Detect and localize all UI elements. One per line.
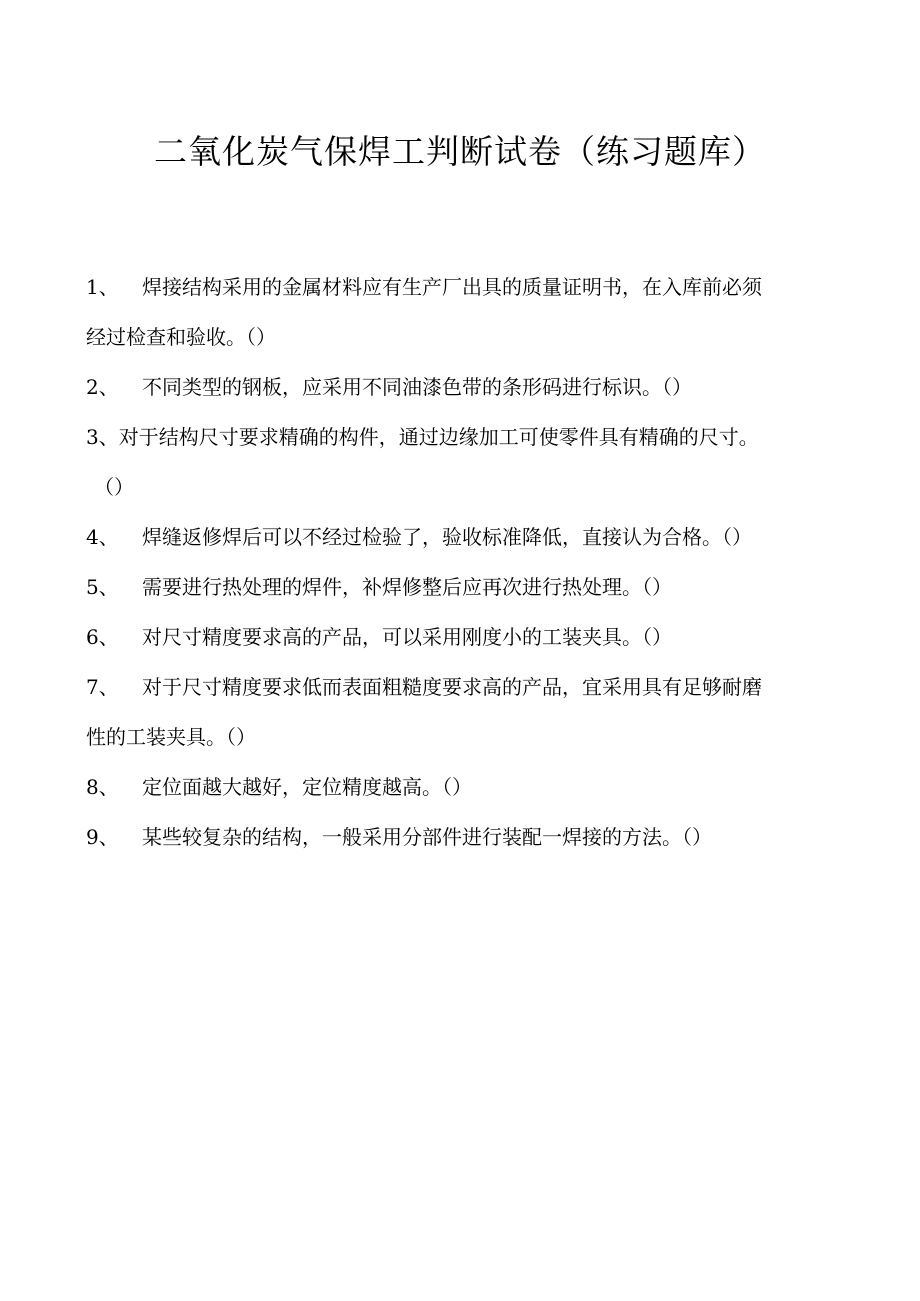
question-item-1 — [86, 262, 826, 362]
question-item-9 — [86, 812, 826, 862]
question-item-8 — [86, 762, 826, 812]
question-text: 对尺寸精度要求高的产品，可以采用刚度小的工装夹具。（） — [142, 625, 672, 649]
question-text: 焊接结构采用的金属材料应有生产厂出具的质量证明书，在入库前必须 — [142, 275, 762, 299]
question-list — [86, 262, 826, 862]
question-line — [86, 762, 826, 812]
question-number: 6、 — [86, 625, 119, 649]
question-text: 某些较复杂的结构，一般采用分部件进行装配一焊接的方法。（） — [142, 825, 712, 849]
question-text: 不同类型的钢板，应采用不同油漆色带的条形码进行标识。（） — [142, 375, 692, 399]
question-number: 2、 — [86, 375, 119, 399]
question-text-continued: （） — [94, 475, 134, 499]
question-item-4 — [86, 512, 826, 562]
question-number: 3、 — [86, 425, 119, 449]
question-line — [86, 412, 826, 462]
question-text: 需要进行热处理的焊件，补焊修整后应再次进行热处理。（） — [142, 575, 672, 599]
question-text-continued: 性的工装夹具。（） — [86, 725, 256, 749]
question-text: 焊缝返修焊后可以不经过检验了，验收标准降低，直接认为合格。（） — [142, 525, 752, 549]
question-number: 8、 — [86, 775, 119, 799]
question-text: 对于尺寸精度要求低而表面粗糙度要求高的产品，宜采用具有足够耐磨 — [142, 675, 762, 699]
question-item-3 — [86, 412, 826, 512]
question-line — [86, 612, 826, 662]
question-line — [86, 362, 826, 412]
question-item-6 — [86, 612, 826, 662]
question-line — [86, 262, 826, 312]
document-title: 二氧化炭气保焊工判断试卷（练习题库） — [154, 132, 766, 171]
question-text-continued: 经过检查和验收。（） — [86, 325, 276, 349]
question-line — [86, 662, 826, 712]
question-number: 4、 — [86, 525, 119, 549]
question-number: 5、 — [86, 575, 119, 599]
question-item-7 — [86, 662, 826, 762]
question-line — [86, 812, 826, 862]
question-item-5 — [86, 562, 826, 612]
question-number: 9、 — [86, 825, 119, 849]
question-number: 1、 — [86, 275, 119, 299]
question-text: 对于结构尺寸要求精确的构件，通过边缘加工可使零件具有精确的尺寸。 — [118, 425, 759, 449]
question-line — [86, 562, 826, 612]
question-line — [86, 512, 826, 562]
question-number: 7、 — [86, 675, 119, 699]
question-text: 定位面越大越好，定位精度越高。（） — [142, 775, 472, 799]
question-item-2 — [86, 362, 826, 412]
